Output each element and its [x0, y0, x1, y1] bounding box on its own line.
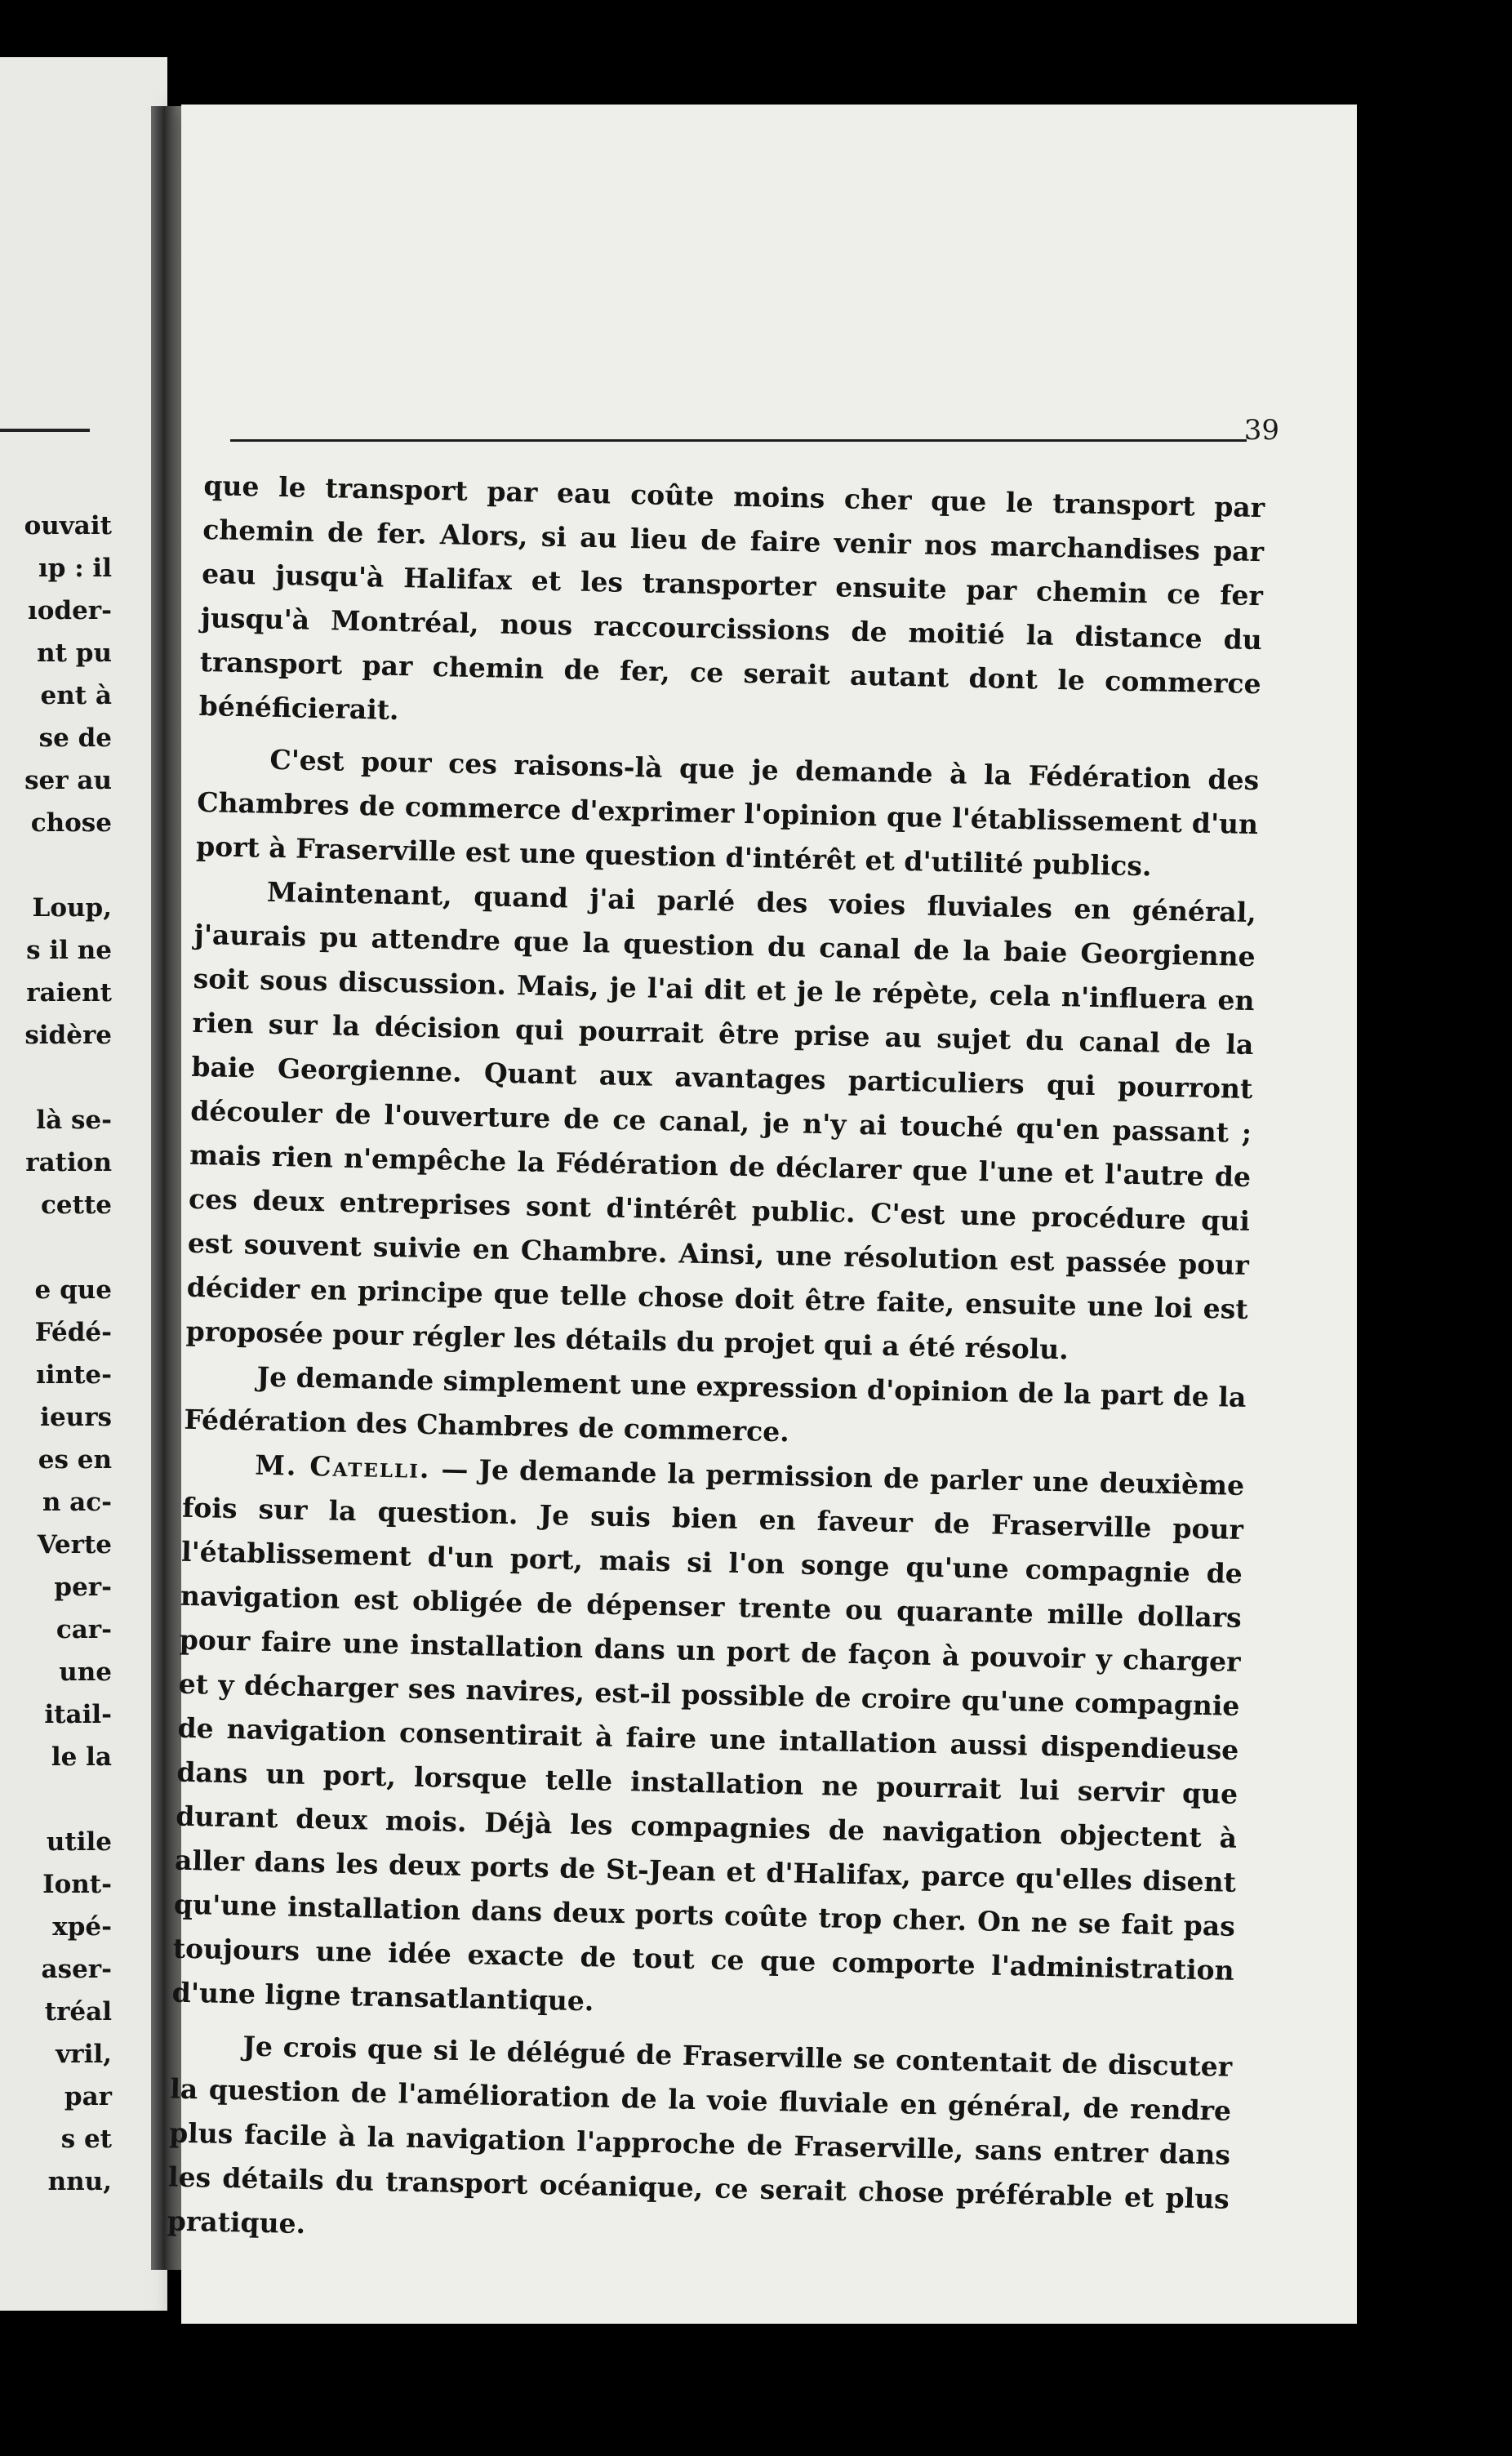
paragraph-2-text: C'est pour ces raisons-là que je demande à la Fédération des Chambres de commerce d'exprimer l'opinion que l'établissement d'un port à Fraserville est une question d'intérêt et d'utilité publics.: [195, 743, 1260, 883]
previous-page-line: s il ne: [26, 936, 112, 965]
previous-page-line: cette: [41, 1190, 112, 1220]
body-text: [167, 464, 1265, 2266]
page: [167, 105, 1357, 2324]
previous-page-line: car-: [56, 1615, 112, 1644]
previous-page-line: tréal: [44, 1997, 112, 2027]
paragraph-5-text: — Je demande la permission de parler une deuxième fois sur la question. Je suis bien en faveur de Fraserville pour l'établissement d'un port, mais si l'on songe qu'une compagnie de navigation est obligée de dépenser trente ou quarante mille dollars pour faire une installation dans un port de façon à pouvoir y charger et y décharger ses navires, est-il possible de croire qu'une compagnie de navigation consentirait à faire une intallation aussi dispendieuse dans un port, lorsque telle installation ne pourrait lui servir que durant deux mois. Déjà les compagnies de navigation objectent à aller dans les deux ports de St-Jean et d'Halifax, parce qu'elles disent qu'une installation dans deux ports coûte trop cher. On ne se fait pas toujours une idée exacte de tout ce que comporte l'administration d'une ligne transatlantique.: [171, 1453, 1245, 2018]
header-rule: [230, 439, 1247, 442]
previous-page-line: xpé-: [52, 1912, 112, 1942]
previous-page-line: raient: [26, 978, 112, 1008]
previous-page-fragment: [0, 57, 167, 2311]
previous-page-line: es en: [38, 1445, 112, 1475]
paragraph-1-text: que le transport par eau coûte moins cher que le transport par chemin de fer. Alors, si au lieu de faire venir nos marchandises par eau jusqu'à Halifax et les transporter ensuite par chemin ce fer jusqu'à Montréal, nous raccourcissions de moitié la distance du transport par chemin de fer, ce serait autant dont le commerce bénéficierait.: [198, 469, 1265, 727]
previous-page-line: s et: [60, 2125, 112, 2154]
paragraph-2: [196, 736, 1260, 891]
previous-page-line: per-: [54, 1573, 112, 1602]
paragraph-3-text: Maintenant, quand j'ai parlé des voies fluviales en général, j'aurais pu attendre que la question du canal de la baie Georgienne soit sous discussion. Mais, je l'ai dit et je le répète, cela n'influera en rien sur la décision qui pourrait être prise au sujet du canal de la baie Georgienne. Quant aux avantages particuliers qui pourront découler de l'ouverture de ce canal, je n'y ai touché qu'en passant ; mais rien n'empêche la Fédération de déclarer que l'une et l'autre de ces deux entreprises sont d'intérêt public. C'est une procédure qui est souvent suivie en Chambre. Ainsi, une résolution est passée pour décider en principe que telle chose doit être faite, ensuite une loi est proposée pour régler les détails du projet qui a été résolu.: [185, 875, 1257, 1366]
paragraph-1: [198, 464, 1265, 750]
previous-page-rule: [0, 429, 90, 432]
paragraph-6: [167, 2023, 1232, 2266]
previous-page-line: Iont-: [42, 1870, 112, 1899]
previous-page-line: aser-: [41, 1955, 112, 1984]
previous-page-line: Fédé-: [34, 1318, 112, 1347]
previous-page-line: Loup,: [32, 893, 112, 923]
previous-page-line: ıoder-: [27, 596, 112, 625]
speaker-name: M. Catelli.: [254, 1448, 431, 1485]
previous-page-line: se de: [38, 723, 112, 753]
previous-page-line: Verte: [37, 1530, 112, 1559]
previous-page-line: chose: [30, 808, 112, 838]
previous-page-line: nnu,: [47, 2167, 112, 2196]
previous-page-line: n ac-: [42, 1488, 112, 1517]
previous-page-line: [0, 1226, 112, 1269]
previous-page-line: [0, 1057, 112, 1099]
previous-page-line: sidère: [24, 1021, 112, 1050]
previous-page-line: ıp : il: [38, 554, 112, 583]
previous-page-line: le la: [51, 1742, 112, 1772]
previous-page-line: [0, 844, 112, 887]
page-number: 39: [1243, 414, 1279, 447]
previous-page-line: par: [64, 2082, 112, 2111]
previous-page-line: vril,: [56, 2040, 112, 2069]
previous-page-line: nt pu: [37, 638, 112, 668]
previous-page-line: une: [59, 1657, 112, 1687]
paragraph-6-text: Je crois que si le délégué de Fraserville se contentait de discuter la question de l'amélioration de la voie fluviale en général, de rendre plus facile à la navigation l'approche de Fraserville, sans entrer dans les détails du transport océanique, ce serait chose préférable et plus pratique.: [167, 2030, 1233, 2240]
previous-page-line-fragments: [0, 505, 112, 2203]
paragraph-3: [185, 869, 1256, 1376]
running-head: [230, 414, 1279, 447]
previous-page-line: utile: [46, 1827, 112, 1857]
previous-page-line: là se-: [36, 1106, 112, 1135]
previous-page-line: itail-: [44, 1700, 112, 1729]
previous-page-line: ent à: [40, 681, 112, 710]
previous-page-line: ration: [25, 1148, 112, 1177]
previous-page-line: ser au: [24, 766, 112, 795]
previous-page-line: ieurs: [40, 1403, 112, 1432]
previous-page-line: ouvait: [24, 511, 112, 541]
paragraph-4-text: Je demande simplement une expression d'opinion de la part de la Fédération des Chambres de commerce.: [184, 1360, 1247, 1448]
previous-page-line: e que: [34, 1275, 112, 1305]
previous-page-line: ıinte-: [36, 1360, 112, 1390]
previous-page-line: [0, 1778, 112, 1821]
paragraph-5: [171, 1442, 1244, 2037]
